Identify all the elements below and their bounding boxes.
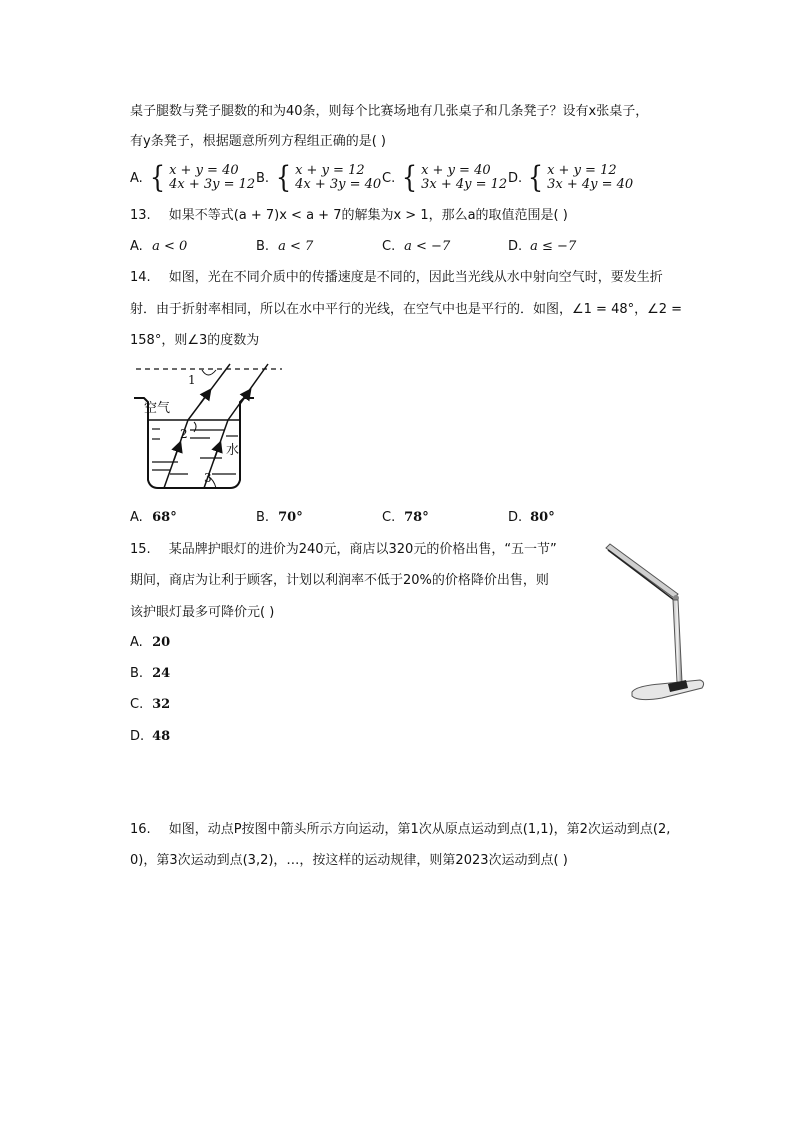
- q12-option-d[interactable]: D. { x + y = 12 3x + 4y = 40: [508, 160, 634, 195]
- q14-line3: 158°，则∠3的度数为: [130, 333, 260, 348]
- q12-b-eq1: x + y = 12: [295, 163, 365, 178]
- q14-line2: 射．由于折射率相同，所以在水中平行的光线，在空气中也是平行的．如图，∠1 = 48°，∠2 =: [130, 302, 683, 317]
- refraction-figure: [130, 362, 290, 492]
- q12-c-eq2: 3x + 4y = 12: [421, 177, 508, 192]
- q13-option-d[interactable]: D. a ≤ −7: [508, 239, 577, 254]
- q14-line1: 14. 如图，光在不同介质中的传播速度是不同的，因此当光线从水中射向空气时，要发生折: [130, 270, 663, 285]
- angle-2-label: 2: [180, 427, 188, 441]
- q12-option-c[interactable]: C. { x + y = 40 3x + 4y = 12: [382, 160, 508, 195]
- q12-d-eq1: x + y = 12: [547, 163, 617, 178]
- air-label: 空气: [144, 401, 171, 416]
- q12-option-b[interactable]: B. { x + y = 12 4x + 3y = 40: [256, 160, 382, 195]
- q13-stem: 13. 如果不等式(a + 7)x < a + 7的解集为x > 1，那么a的取值范围是( ): [130, 208, 568, 223]
- q14-option-b[interactable]: B. 70°: [256, 510, 303, 525]
- q12-c-eq1: x + y = 40: [421, 163, 491, 178]
- water-label: 水: [226, 443, 240, 458]
- q15-line2: 期间，商店为让利于顾客，计划以利润率不低于20%的价格降价出售，则: [130, 573, 549, 588]
- desk-lamp-image: [602, 540, 712, 710]
- q12-line2: 有y条凳子，根据题意所列方程组正确的是( ): [130, 134, 386, 149]
- q13-option-b[interactable]: B. a < 7: [256, 239, 314, 254]
- q15-option-d[interactable]: D. 48: [130, 729, 171, 744]
- q15-option-b[interactable]: B. 24: [130, 666, 171, 681]
- q13-option-c[interactable]: C. a < −7: [382, 239, 451, 254]
- q15-option-a[interactable]: A. 20: [130, 635, 171, 650]
- q12-b-eq2: 4x + 3y = 40: [295, 177, 382, 192]
- q12-d-eq2: 3x + 4y = 40: [547, 177, 634, 192]
- q13-option-a[interactable]: A. a < 0: [130, 239, 188, 254]
- q12-a-eq1: x + y = 40: [169, 163, 239, 178]
- q12-line1: 桌子腿数与凳子腿数的和为40条，则每个比赛场地有几张桌子和几条凳子？设有x张桌子，: [130, 104, 649, 119]
- q15-line3: 该护眼灯最多可降价元( ): [130, 605, 275, 620]
- q16-line2: 0)，第3次运动到点(3,2)，…，按这样的运动规律，则第2023次运动到点( ): [130, 853, 568, 868]
- q14-option-d[interactable]: D. 80°: [508, 510, 555, 525]
- q14-option-a[interactable]: A. 68°: [130, 510, 177, 525]
- q12-a-eq2: 4x + 3y = 12: [169, 177, 256, 192]
- angle-1-label: 1: [188, 373, 196, 387]
- q15-line1: 15. 某品牌护眼灯的进价为240元，商店以320元的价格出售，“五一节”: [130, 542, 557, 557]
- angle-3-label: 3: [204, 471, 212, 485]
- q14-option-c[interactable]: C. 78°: [382, 510, 429, 525]
- q12-option-a[interactable]: A. { x + y = 40 4x + 3y = 12: [130, 160, 256, 195]
- q16-line1: 16. 如图，动点P按图中箭头所示方向运动，第1次从原点运动到点(1,1)，第2次运动到点(2,: [130, 822, 671, 837]
- q15-option-c[interactable]: C. 32: [130, 697, 171, 712]
